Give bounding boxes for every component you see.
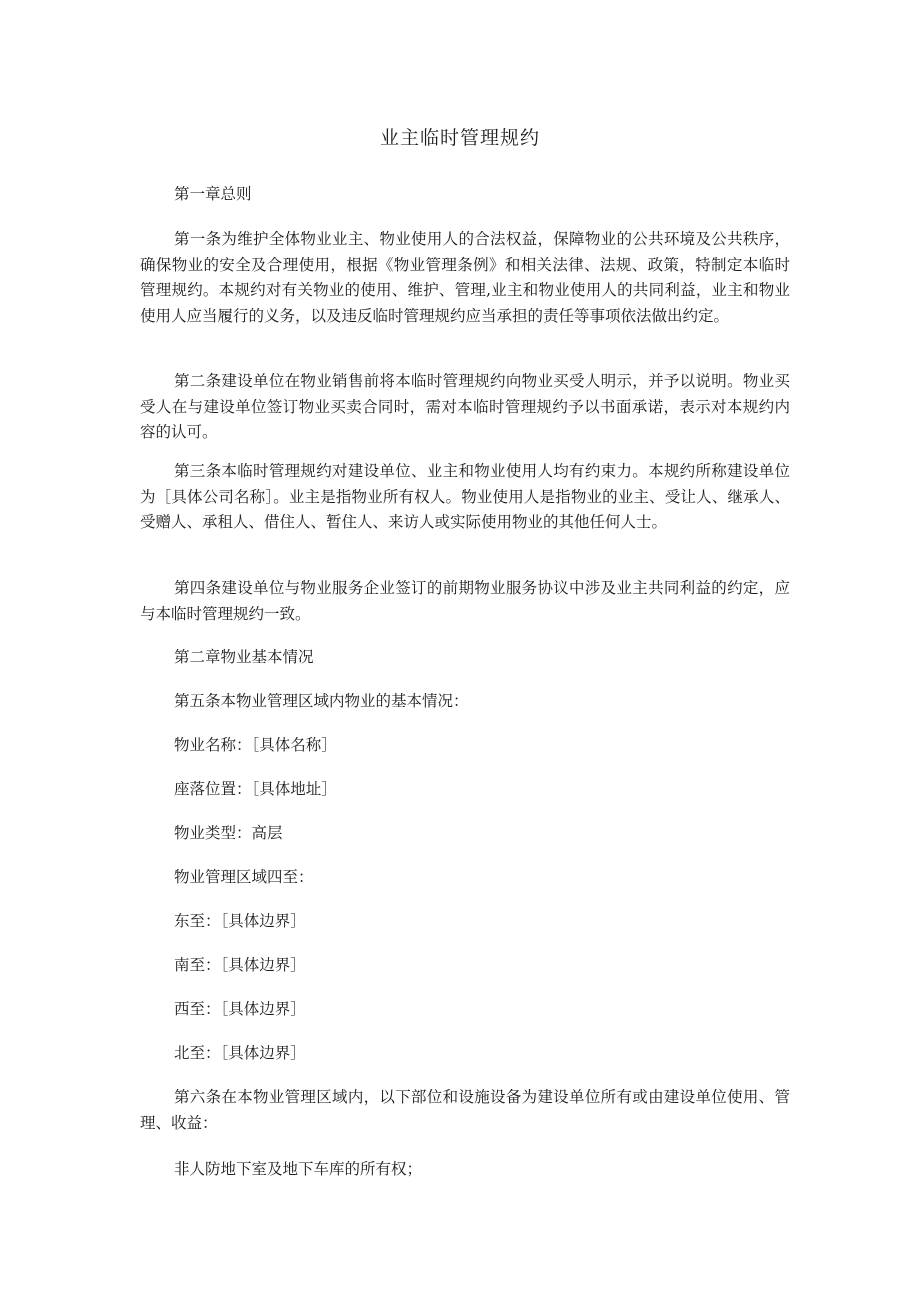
article-2: 第二条建设单位在物业销售前将本临时管理规约向物业买受人明示，并予以说明。物业买受人在与建设单位签订物业买卖合同时，需对本临时管理规约予以书面承诺，表示对本规约内容的认可。 [140,372,790,442]
boundaries-heading: 物业管理区域四至： [174,868,314,886]
location-line: 座落位置：［具体地址］ [174,780,337,798]
south-boundary: 南至：［具体边界］ [174,956,306,974]
east-boundary: 东至：［具体边界］ [174,912,306,930]
chapter-1-heading: 第一章总则 [174,185,252,203]
document-title: 业主临时管理规约 [379,127,540,149]
article-1: 第一条为维护全体物业业主、物业使用人的合法权益，保障物业的公共环境及公共秩序，确保物业的安全及合理使用，根据《物业管理条例》和相关法律、法规、政策，特制定本临时管理规约。本规约对有关物业的使用、维护、管理,业主和物业使用人的共同利益，业主和物业使用人应当履行的义务，以及违反临时管理规约应当承担的责任等事项依法做出约定。 [140,230,790,325]
north-boundary: 北至：［具体边界］ [174,1044,306,1062]
chapter-2-heading: 第二章物业基本情况 [174,648,314,666]
property-name-line: 物业名称：［具体名称］ [174,736,337,754]
article-3: 第三条本临时管理规约对建设单位、业主和物业使用人均有约束力。本规约所称建设单位为［具体公司名称］。业主是指物业所有权人。物业使用人是指物业的业主、受让人、继承人、受赠人、承租人、借住人、暂住人、来访人或实际使用物业的其他任何人士。 [140,462,790,532]
item-1: 非人防地下室及地下车库的所有权； [174,1160,423,1178]
west-boundary: 西至：［具体边界］ [174,1000,306,1018]
property-type-line: 物业类型：高层 [174,824,283,842]
article-6: 第六条在本物业管理区域内，以下部位和设施设备为建设单位所有或由建设单位使用、管理、收益： [140,1088,790,1132]
article-5: 第五条本物业管理区域内物业的基本情况： [174,692,469,710]
article-4: 第四条建设单位与物业服务企业签订的前期物业服务协议中涉及业主共同利益的约定，应与本临时管理规约一致。 [140,579,790,623]
